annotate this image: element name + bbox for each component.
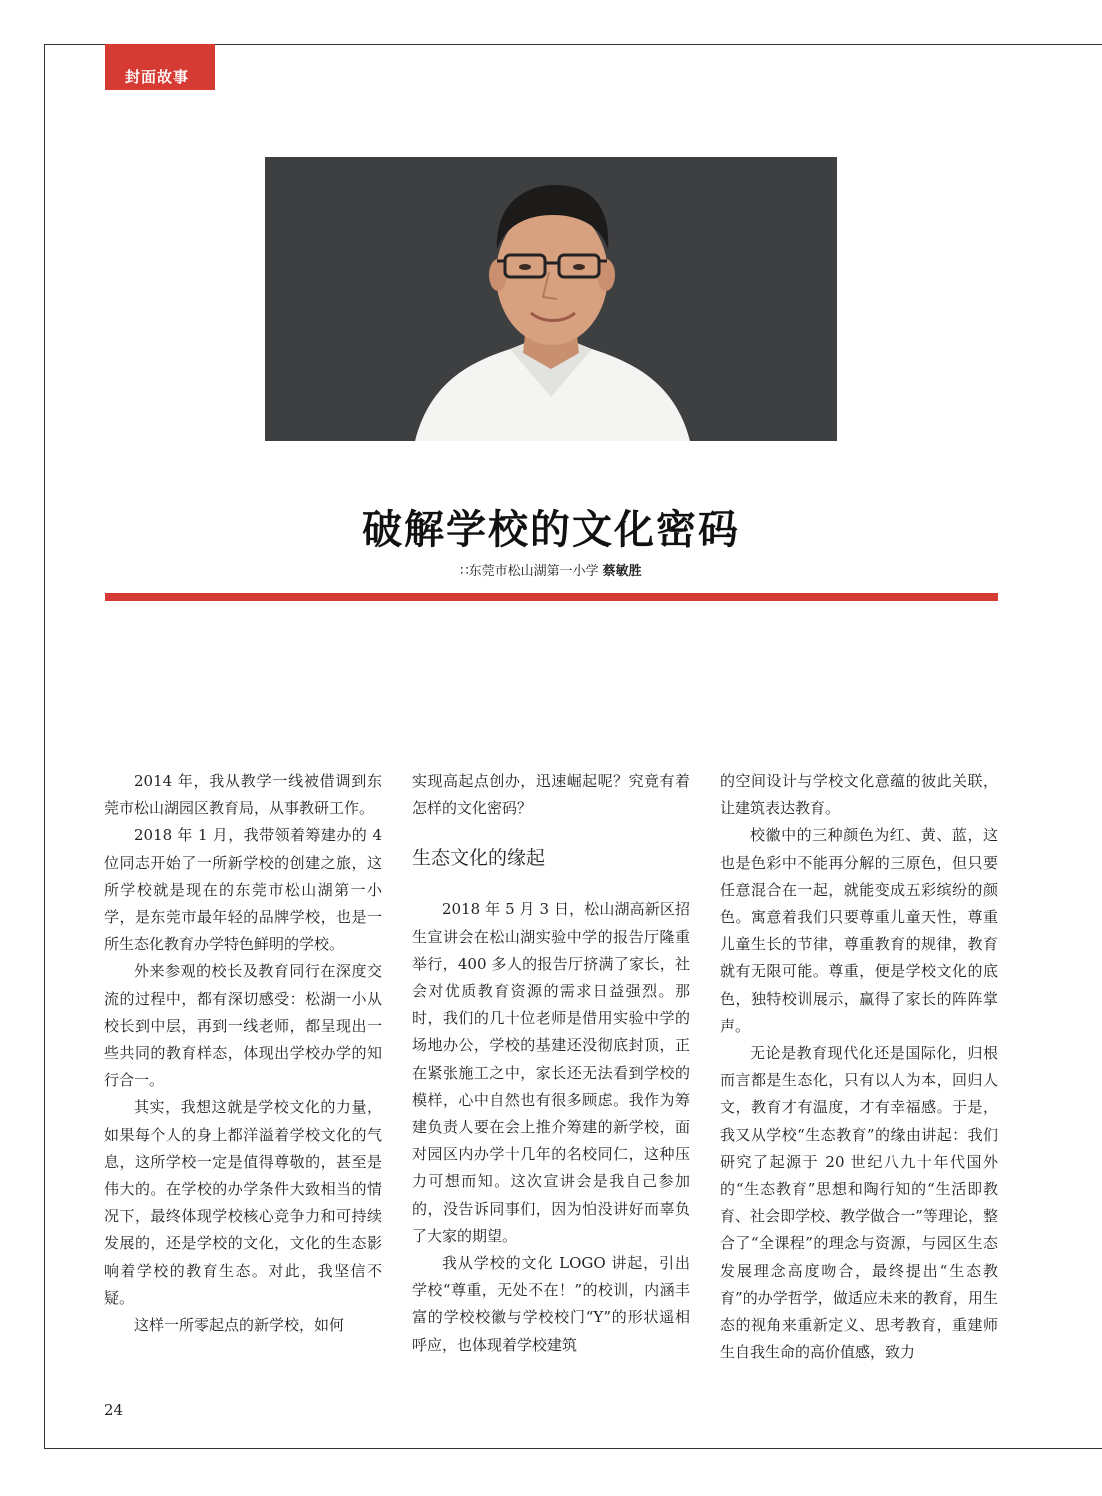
paragraph: 其实，我想这就是学校文化的力量，如果每个人的身上都洋溢着学校文化的气息，这所学校一定是值得尊敬的，甚至是伟大的。在学校的办学条件大致相当的情况下，最终体现学校核心竞争力和可持续发展的，还是学校的文化，文化的生态影响着学校的教育生态。对此，我坚信不疑。 [104, 1098, 382, 1307]
paragraph: 这样一所零起点的新学校，如何 [134, 1316, 345, 1335]
paragraph: 2018 年 1 月，我带领着筹建办的 4 位同志开始了一所新学校的创建之旅，这所学校就是现在的东莞市松山湖第一小学，是东莞市最年轻的品牌学校，也是一所生态化教育办学特色鲜明的学校。 [104, 826, 382, 954]
byline-author: 蔡敏胜 [602, 564, 642, 579]
article-title: 破解学校的文化密码 [362, 507, 740, 553]
paragraph: 2018 年 5 月 3 日，松山湖高新区招生宣讲会在松山湖实验中学的报告厅隆重举行，400 多人的报告厅挤满了家长，社会对优质教育资源的需求日益强烈。那时，我们的几十位老师是借用实验中学的场地办公，学校的基建还没彻底封顶，正在紧张施工之中，家长还无法看到学校的模样，心中自然也有很多顾虑。我作为筹建负责人要在会上推介筹建的新学校，面对园区内办学十几年的名校同仁，这种压力可想而知。这次宣讲会是我自己参加的，没告诉同事们，因为怕没讲好而辜负了大家的期望。 [412, 900, 690, 1245]
text-column-3 [720, 768, 998, 1366]
paragraph: 我从学校的文化 LOGO 讲起，引出学校“尊重，无处不在！”的校训，内涵丰富的学校校徽与学校校门“Y”的形状遥相呼应，也体现着学校建筑 [412, 1254, 690, 1354]
page-number: 24 [104, 1401, 124, 1419]
page-frame-bottom [44, 1448, 1102, 1449]
paragraph: 实现高起点创办，迅速崛起呢？究竟有着怎样的文化密码？ [412, 772, 690, 818]
byline-school: ∷东莞市松山湖第一小学 [460, 564, 599, 579]
text-column-2 [412, 768, 690, 1359]
byline [0, 560, 1102, 579]
author-portrait-photo [265, 157, 837, 441]
paragraph: 无论是教育现代化还是国际化，归根而言都是生态化，只有以人为本，回归人文，教育才有温度，才有幸福感。于是，我又从学校“生态教育”的缘由讲起：我们研究了起源于 20 世纪八九十年代国外的“生态教育”思想和陶行知的“生活即教育、社会即学校、教学做合一”等理论，整合了“全课程”的理念与资源，与园区生态发展理念高度吻合，最终提出“生态教育”的办学哲学，做适应未来的教育，用生态的视角来重新定义、思考教育，重建师生自我生命的高价值感，致力 [720, 1044, 998, 1362]
section-heading: 生态文化的缘起 [412, 847, 546, 870]
paragraph: 的空间设计与学校文化意蕴的彼此关联，让建筑表达教育。 [720, 772, 998, 818]
page-frame-left [44, 44, 45, 1449]
text-column-1 [104, 768, 382, 1339]
section-tag: 封面故事 [105, 44, 215, 90]
paragraph: 外来参观的校长及教育同行在深度交流的过程中，都有深切感受：松湖一小从校长到中层，再到一线老师，都呈现出一些共同的教育样态，体现出学校办学的知行合一。 [104, 962, 382, 1090]
title-divider [105, 593, 998, 601]
paragraph: 校徽中的三种颜色为红、黄、蓝，这也是色彩中不能再分解的三原色，但只要任意混合在一起，就能变成五彩缤纷的颜色。寓意着我们只要尊重儿童天性，尊重儿童生长的节律，尊重教育的规律，教育就有无限可能。尊重，便是学校文化的底色，独特校训展示，赢得了家长的阵阵掌声。 [720, 826, 998, 1035]
paragraph: 2014 年，我从教学一线被借调到东莞市松山湖园区教育局，从事教研工作。 [104, 772, 382, 818]
